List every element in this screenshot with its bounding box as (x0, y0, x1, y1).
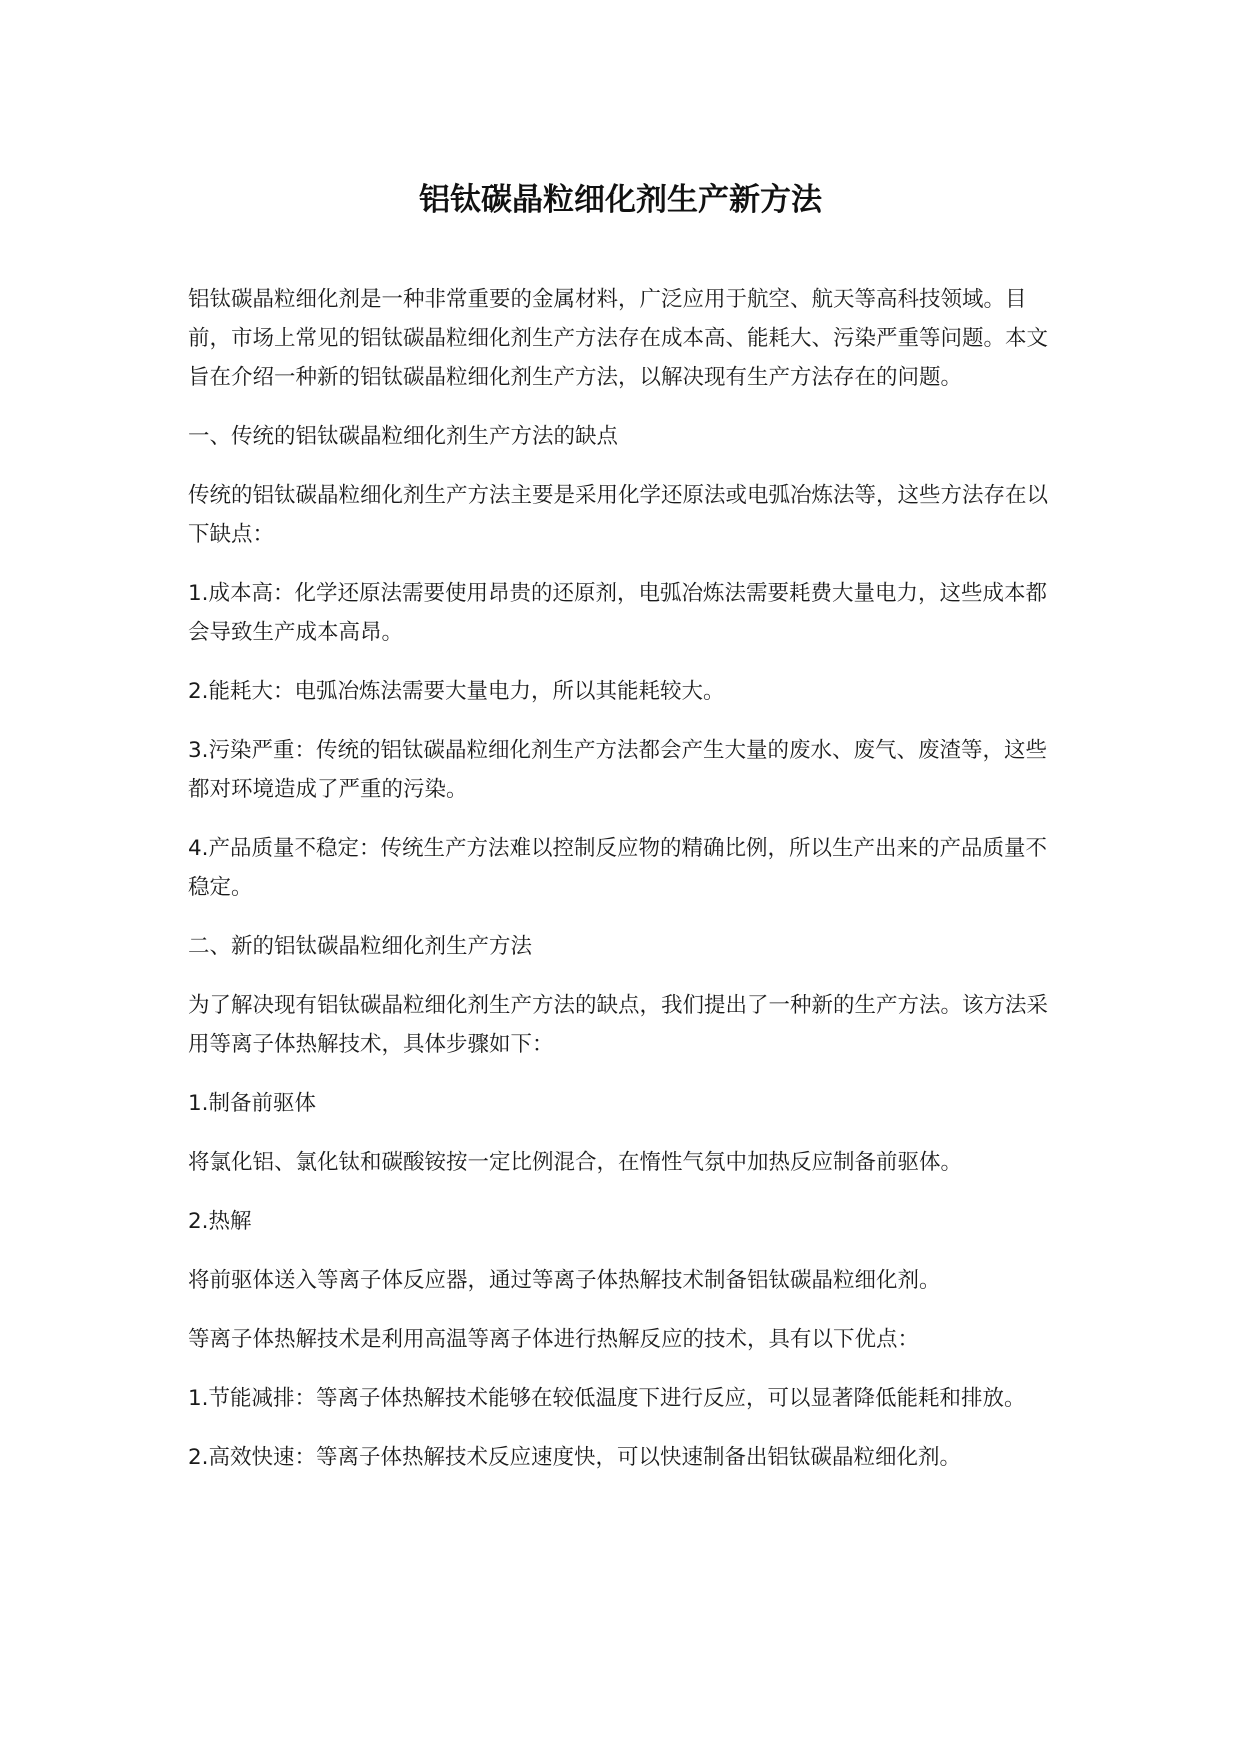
step-heading-precursor: 1.制备前驱体 (188, 1091, 317, 1116)
document-body (188, 280, 1068, 1477)
list-item-pollution: 3.污染严重：传统的铝钛碳晶粒细化剂生产方法都会产生大量的废水、废气、废渣等，这些都对环境造成了严重的污染。 (188, 738, 1048, 802)
list-item-high-energy: 2.能耗大：电弧冶炼法需要大量电力，所以其能耗较大。 (188, 679, 725, 704)
list-item-efficient: 2.高效快速：等离子体热解技术反应速度快，可以快速制备出铝钛碳晶粒细化剂。 (188, 1445, 962, 1470)
section-heading-traditional: 一、传统的铝钛碳晶粒细化剂生产方法的缺点 (188, 424, 619, 449)
paragraph-new-method-overview: 为了解决现有铝钛碳晶粒细化剂生产方法的缺点，我们提出了一种新的生产方法。该方法采用等离子体热解技术，具体步骤如下： (188, 993, 1049, 1057)
intro-paragraph: 铝钛碳晶粒细化剂是一种非常重要的金属材料，广泛应用于航空、航天等高科技领域。目前，市场上常见的铝钛碳晶粒细化剂生产方法存在成本高、能耗大、污染严重等问题。本文旨在介绍一种新的铝钛碳晶粒细化剂生产方法，以解决现有生产方法存在的问题。 (188, 287, 1049, 390)
section-heading-new-method: 二、新的铝钛碳晶粒细化剂生产方法 (188, 934, 533, 959)
step-text-pyrolysis: 将前驱体送入等离子体反应器，通过等离子体热解技术制备铝钛碳晶粒细化剂。 (188, 1268, 941, 1293)
paragraph-plasma-advantages: 等离子体热解技术是利用高温等离子体进行热解反应的技术，具有以下优点： (188, 1327, 920, 1352)
list-item-energy-saving: 1.节能减排：等离子体热解技术能够在较低温度下进行反应，可以显著降低能耗和排放。 (188, 1386, 1026, 1411)
paragraph-traditional-overview: 传统的铝钛碳晶粒细化剂生产方法主要是采用化学还原法或电弧冶炼法等，这些方法存在以下缺点： (188, 483, 1049, 547)
step-text-precursor: 将氯化铝、氯化钛和碳酸铵按一定比例混合，在惰性气氛中加热反应制备前驱体。 (188, 1150, 963, 1175)
list-item-unstable-quality: 4.产品质量不稳定：传统生产方法难以控制反应物的精确比例，所以生产出来的产品质量不稳定。 (188, 836, 1048, 900)
document-title: 铝钛碳晶粒细化剂生产新方法 (419, 182, 822, 218)
list-item-high-cost: 1.成本高：化学还原法需要使用昂贵的还原剂，电弧冶炼法需要耗费大量电力，这些成本都会导致生产成本高昂。 (188, 581, 1048, 645)
step-heading-pyrolysis: 2.热解 (188, 1209, 252, 1234)
